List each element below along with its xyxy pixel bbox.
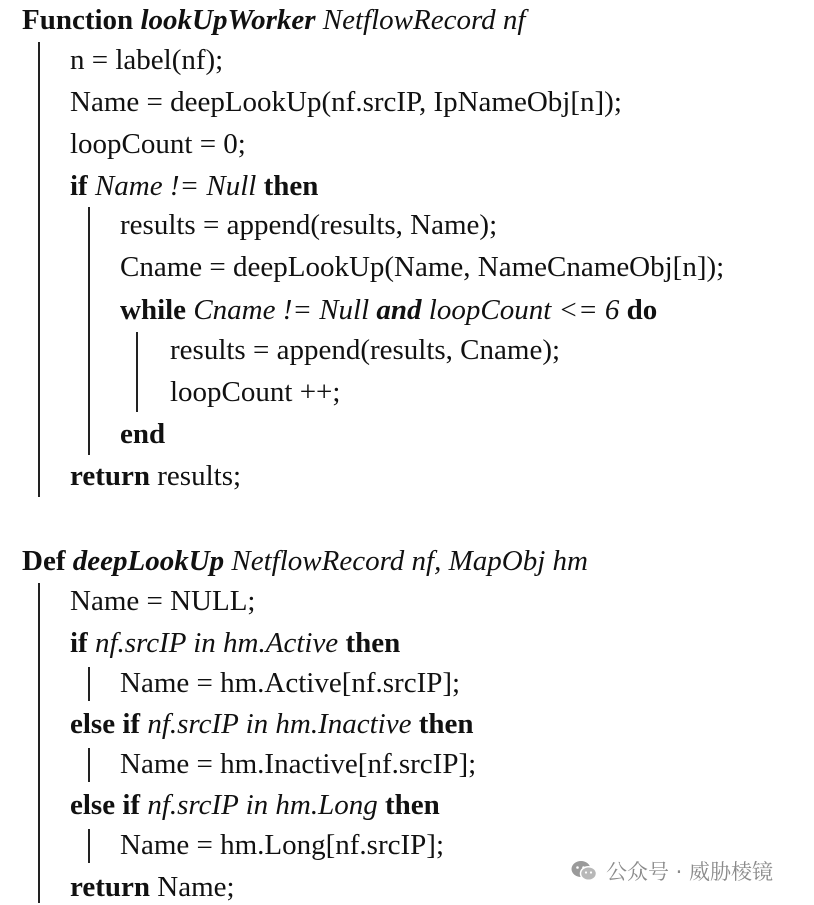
return-line xyxy=(70,458,241,494)
else-if-condition: nf.srcIP in hm.Long xyxy=(147,789,378,821)
while-condition: Cname != Null xyxy=(193,294,370,326)
function-block-rule xyxy=(38,42,40,497)
end-keyword: end xyxy=(120,418,166,450)
while-condition: loopCount <= 6 xyxy=(428,294,620,326)
watermark-text: 公众号 · 威胁棱镜 xyxy=(606,860,774,884)
if-line xyxy=(70,168,318,204)
while-block-rule xyxy=(136,332,138,412)
code-line: Cname = deepLookUp(Name, NameCnameObj[n]); xyxy=(120,251,725,283)
then-keyword: then xyxy=(418,708,474,740)
and-keyword: and xyxy=(376,294,422,326)
code-line: results = append(results, Name); xyxy=(120,209,498,241)
if-keyword: if xyxy=(70,627,88,659)
else-if-condition: nf.srcIP in hm.Inactive xyxy=(147,708,412,740)
return-value: Name; xyxy=(157,871,235,903)
code-line: loopCount ++; xyxy=(170,376,341,408)
function-header xyxy=(22,2,525,38)
return-line xyxy=(70,869,235,905)
then-keyword: then xyxy=(263,170,319,202)
then-keyword: then xyxy=(345,627,401,659)
else-if-block-rule xyxy=(88,829,90,863)
else-if-keyword: else if xyxy=(70,708,141,740)
if-block-rule xyxy=(88,667,90,701)
function-keyword: Function xyxy=(22,4,134,36)
code-line: n = label(nf); xyxy=(70,44,224,76)
def-block-rule xyxy=(38,583,40,903)
else-if-keyword: else if xyxy=(70,789,141,821)
function-params: NetflowRecord nf xyxy=(322,4,526,36)
code-line: Name = hm.Active[nf.srcIP]; xyxy=(120,667,461,699)
watermark xyxy=(570,853,773,889)
if-condition: Name != Null xyxy=(94,170,257,202)
do-keyword: do xyxy=(626,294,658,326)
code-line: loopCount = 0; xyxy=(70,128,246,160)
else-if-line xyxy=(70,787,440,823)
def-name: deepLookUp xyxy=(72,545,225,577)
while-line xyxy=(120,292,657,328)
return-keyword: return xyxy=(70,871,151,903)
def-header xyxy=(22,543,588,579)
code-line: Name = hm.Long[nf.srcIP]; xyxy=(120,829,444,861)
code-line: Name = hm.Inactive[nf.srcIP]; xyxy=(120,748,477,780)
function-name: lookUpWorker xyxy=(140,4,316,36)
def-params: NetflowRecord nf, MapObj hm xyxy=(231,545,588,577)
code-line: Name = NULL; xyxy=(70,585,256,617)
return-value: results; xyxy=(157,460,242,492)
else-if-block-rule xyxy=(88,748,90,782)
then-keyword: then xyxy=(384,789,440,821)
while-keyword: while xyxy=(120,294,187,326)
wechat-icon xyxy=(570,859,598,883)
code-line: results = append(results, Cname); xyxy=(170,334,561,366)
if-block-rule xyxy=(88,207,90,455)
else-if-line xyxy=(70,706,474,742)
if-condition: nf.srcIP in hm.Active xyxy=(94,627,339,659)
return-keyword: return xyxy=(70,460,151,492)
if-line xyxy=(70,625,400,661)
if-keyword: if xyxy=(70,170,88,202)
def-keyword: Def xyxy=(22,545,66,577)
code-line: Name = deepLookUp(nf.srcIP, IpNameObj[n]); xyxy=(70,86,622,118)
